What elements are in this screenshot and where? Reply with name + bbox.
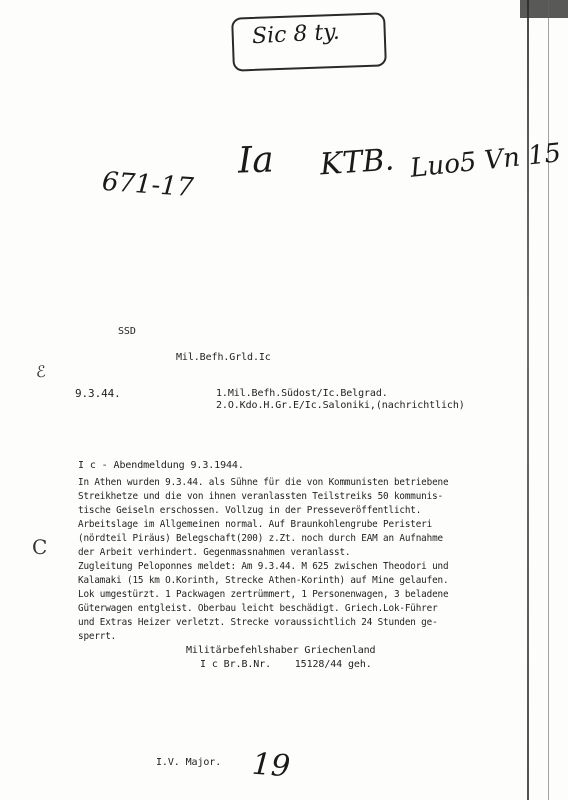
handwritten-annotation: Luo5 Vn 15 (408, 138, 563, 184)
report-line: und Extras Heizer verletzt. Strecke voraussichtlich 24 Stunden ge- (78, 617, 438, 628)
closing-signoff: I.V. Major. (156, 757, 222, 768)
header-sender: Mil.Befh.Grld.Ic (176, 352, 271, 363)
header-recipient-1: 1.Mil.Befh.Südost/Ic.Belgrad. (216, 388, 388, 399)
header-recipient-2: 2.O.Kdo.H.Gr.E/Ic.Saloniki,(nachrichtlich) (216, 400, 465, 411)
report-line: In Athen wurden 9.3.44. als Sühne für die von Kommunisten betriebene (78, 477, 449, 488)
report-line: (nördteil Piräus) Belegschaft(200) z.Zt. noch durch EAM an Aufnahme (78, 533, 443, 544)
closing-authority: Militärbefehlshaber Griechenland (186, 645, 376, 656)
report-line: Arbeitslage im Allgemeinen normal. Auf Braunkohlengrube Peristeri (78, 519, 433, 530)
report-line: Lok umgestürzt. 1 Packwagen zertrümmert, 1 Personenwagen, 3 beladene (78, 589, 449, 600)
margin-mark-1: ℰ (36, 362, 46, 381)
handwritten-ia: Ia (237, 139, 275, 182)
report-title: I c - Abendmeldung 9.3.1944. (78, 460, 244, 471)
report-line: Zugleitung Peloponnes meldet: Am 9.3.44. M 625 zwischen Theodori und (78, 561, 449, 572)
header-ssd: SSD (118, 326, 136, 337)
handwritten-folio-number: 671-17 (101, 166, 195, 204)
archive-stamp-text: Sic 8 ty. (251, 19, 341, 50)
scan-edge-line-outer (548, 0, 549, 800)
report-line: sperrt. (78, 631, 117, 642)
header-date: 9.3.44. (75, 387, 121, 400)
closing-reference: I c Br.B.Nr. 15128/44 geh. (200, 659, 372, 670)
scan-edge-line (527, 0, 529, 800)
margin-mark-2: C (32, 535, 48, 559)
report-line: der Arbeit verhindert. Gegenmassnahmen veranlasst. (78, 547, 351, 558)
report-line: Streikhetze und die von ihnen veranlassten Teilstreiks 50 kommunis- (78, 491, 443, 502)
report-line: tische Geiseln erschossen. Vollzug in der Presseveröffentlicht. (78, 505, 422, 516)
handwritten-ktb: KTB. (318, 142, 396, 183)
handwritten-signature: 19 (250, 746, 292, 785)
report-line: Kalamaki (15 km O.Korinth, Strecke Athen-Korinth) auf Mine gelaufen. (78, 575, 449, 586)
report-line: Güterwagen entgleist. Oberbau leicht beschädigt. Griech.Lok-Führer (78, 603, 438, 614)
